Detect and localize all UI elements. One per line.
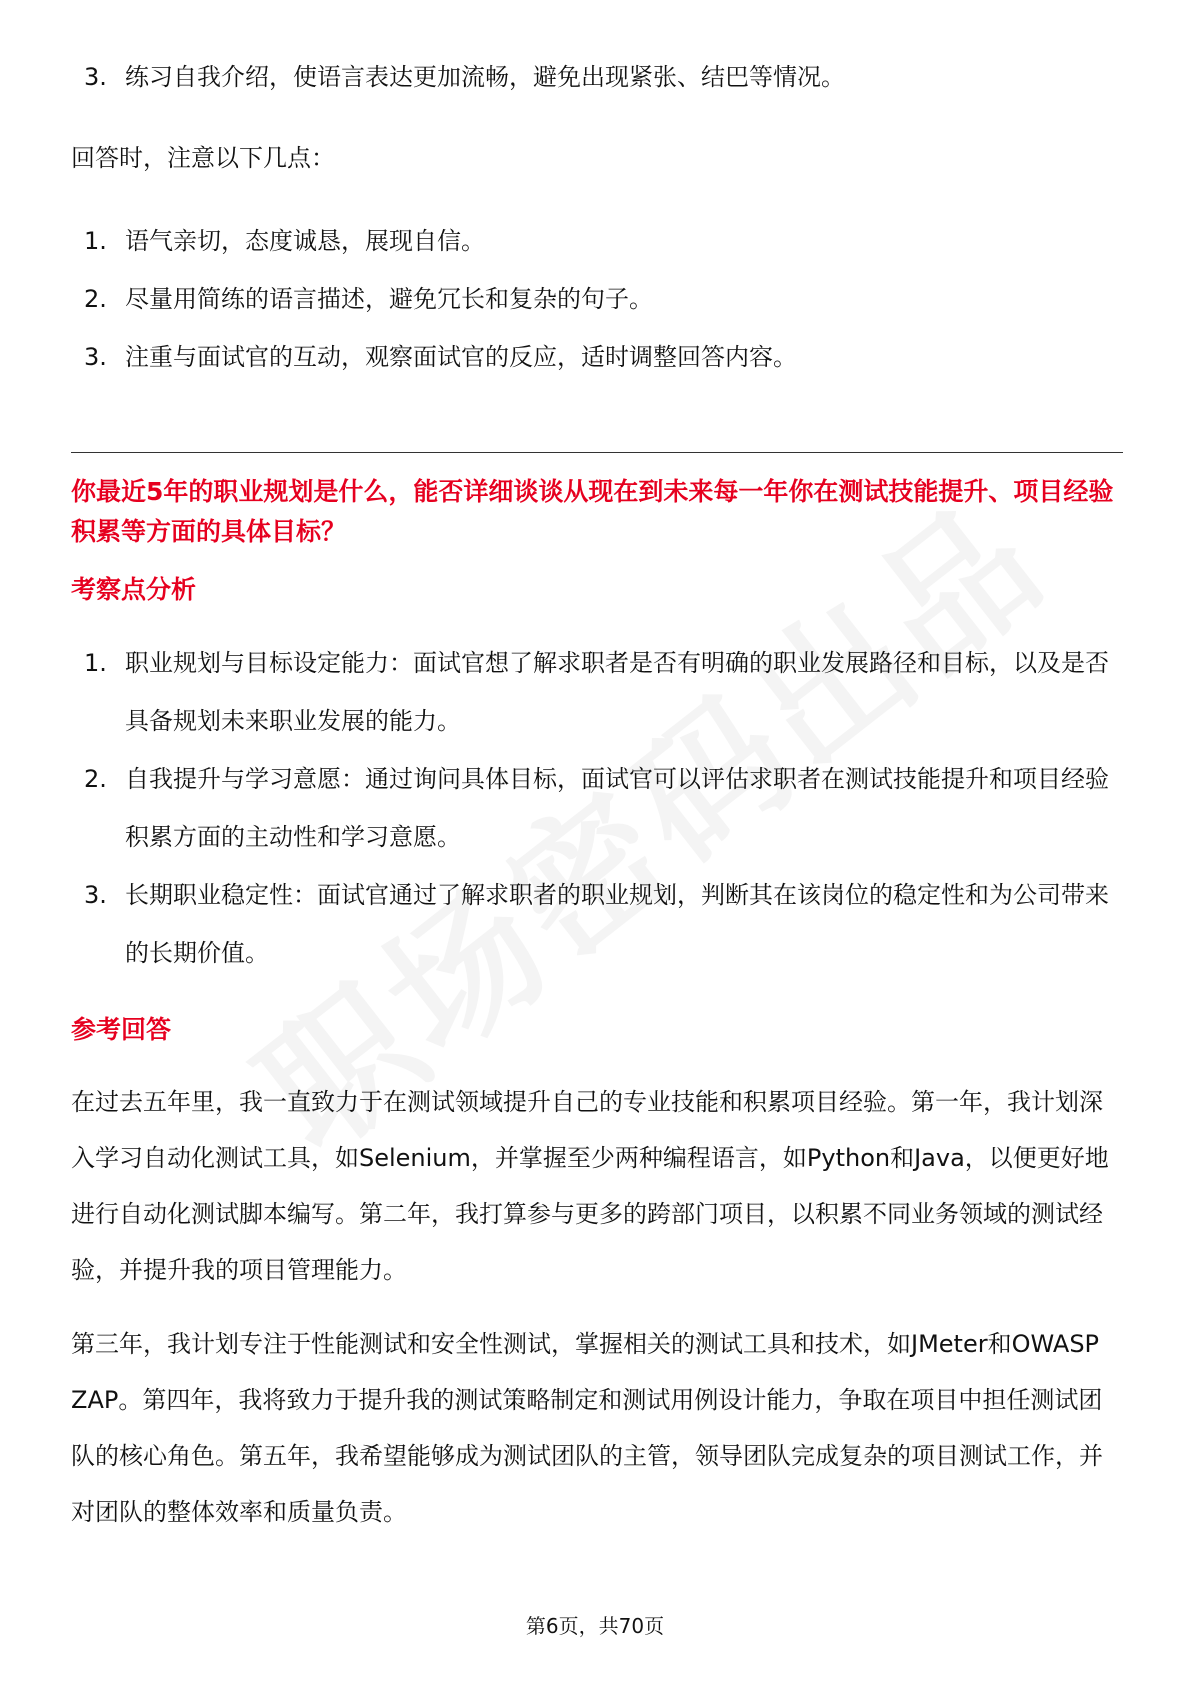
list-number: 2. [84,285,107,313]
list-number: 3. [84,343,107,371]
list-item [0,270,1190,328]
list-text: 语气亲切，态度诚恳，展现自信。 [125,227,485,255]
list-number: 3. [84,63,107,91]
list-item [0,866,1190,982]
list-number: 1. [84,649,107,677]
reference-heading: 参考回答 [71,1015,172,1044]
reference-paragraph: 第三年，我计划专注于性能测试和安全性测试，掌握相关的测试工具和技术，如JMeter和OWASP ZAP。第四年，我将致力于提升我的测试策略制定和测试用例设计能力，争取在项目中担任测试团队的核心角色。第五年，我希望能够成为测试团队的主管，领导团队完成复杂的项目测试工作，并对团队的整体效率和质量负责。 [71,1330,1103,1526]
list-item [0,48,1190,106]
list-number: 3. [84,881,107,909]
answer-tips-intro: 回答时，注意以下几点： [71,144,335,172]
question-title: 你最近5年的职业规划是什么，能否详细谈谈从现在到未来每一年你在测试技能提升、项目经验积累等方面的具体目标？ [71,477,1114,546]
list-text: 练习自我介绍，使语言表达更加流畅，避免出现紧张、结巴等情况。 [125,63,845,91]
list-text: 尽量用简练的语言描述，避免冗长和复杂的句子。 [125,285,653,313]
list-text: 长期职业稳定性：面试官通过了解求职者的职业规划，判断其在该岗位的稳定性和为公司带来的长期价值。 [125,881,1109,967]
list-text: 自我提升与学习意愿：通过询问具体目标，面试官可以评估求职者在测试技能提升和项目经验积累方面的主动性和学习意愿。 [125,765,1109,851]
list-item [0,328,1190,386]
page-number: 第6页，共70页 [525,1614,665,1638]
section-divider [71,452,1123,453]
list-text: 职业规划与目标设定能力：面试官想了解求职者是否有明确的职业发展路径和目标，以及是否具备规划未来职业发展的能力。 [125,649,1109,735]
list-item [0,750,1190,866]
analysis-heading: 考察点分析 [71,575,197,604]
answer-tips-list [0,212,1190,386]
reference-paragraph: 在过去五年里，我一直致力于在测试领域提升自己的专业技能和积累项目经验。第一年，我计划深入学习自动化测试工具，如Selenium，并掌握至少两种编程语言，如Python和Java，以便更好地进行自动化测试脚本编写。第二年，我打算参与更多的跨部门项目，以积累不同业务领域的测试经验，并提升我的项目管理能力。 [71,1088,1109,1284]
list-number: 2. [84,765,107,793]
intro-list [0,48,1190,106]
list-item [0,634,1190,750]
list-number: 1. [84,227,107,255]
list-item [0,212,1190,270]
analysis-list [0,634,1190,982]
list-text: 注重与面试官的互动，观察面试官的反应，适时调整回答内容。 [125,343,797,371]
